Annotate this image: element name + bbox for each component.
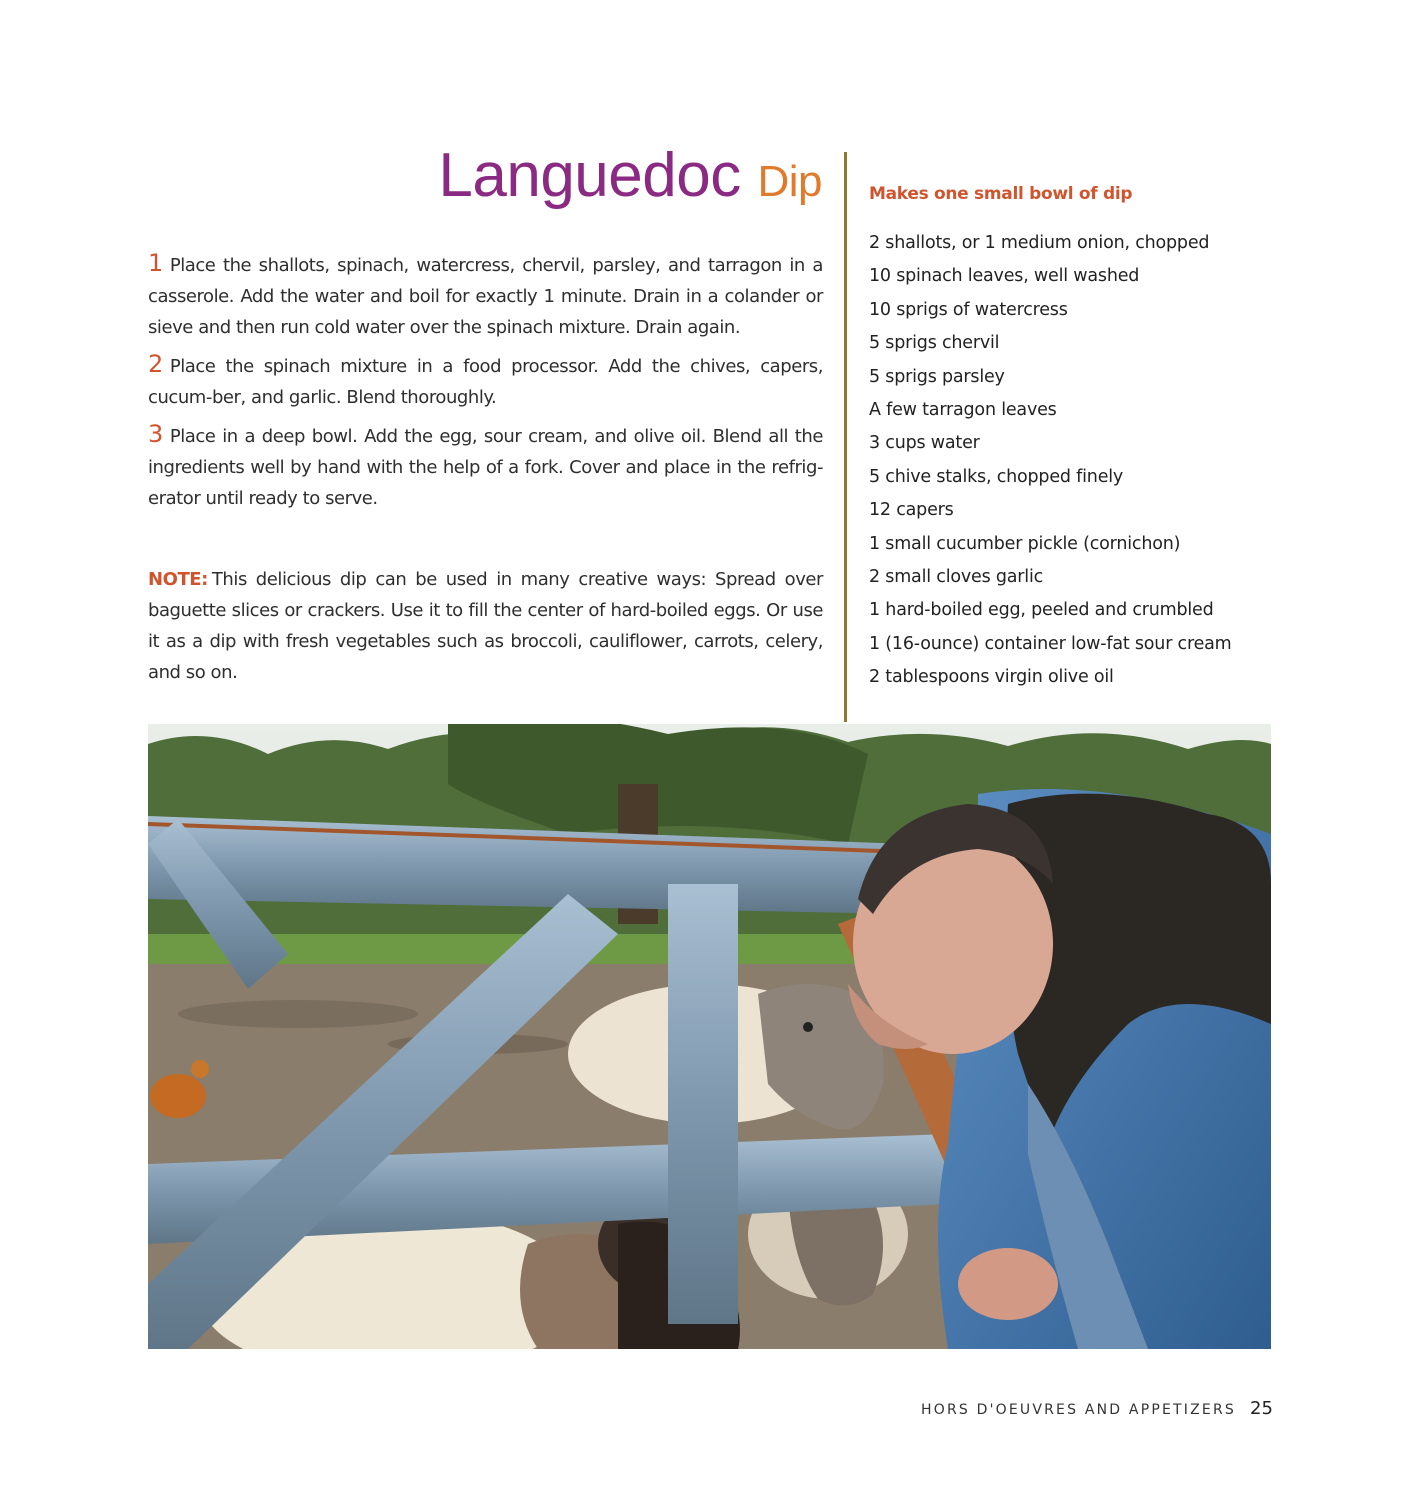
ingredient-item: 5 sprigs chervil bbox=[869, 333, 1000, 354]
step-number: 3 bbox=[148, 420, 163, 448]
method-steps bbox=[148, 248, 823, 520]
farm-photo bbox=[148, 724, 1271, 1349]
ingredient-item: 5 sprigs parsley bbox=[869, 366, 1005, 387]
recipe-title-main: Languedoc bbox=[438, 141, 741, 210]
ingredient-item: 1 (16-ounce) container low-fat sour cream bbox=[869, 633, 1232, 654]
recipe-yield: Makes one small bowl of dip bbox=[869, 184, 1133, 204]
ingredient-item: 1 small cucumber pickle (cornichon) bbox=[869, 533, 1181, 554]
note-text: This delicious dip can be used in many creative ways: Spread over baguette slices or crackers. Use it to fill the center of hard-boiled eggs. Or use it as a dip with fresh vegetables such as broccoli, cauliflower, carrots, celery, and so on. bbox=[148, 569, 823, 683]
ingredient-item: 10 spinach leaves, well washed bbox=[869, 266, 1140, 287]
ingredient-item: 10 sprigs of watercress bbox=[869, 299, 1068, 320]
column-divider bbox=[844, 152, 847, 722]
ingredient-item: 5 chive stalks, chopped finely bbox=[869, 466, 1124, 487]
ingredient-item: 1 hard-boiled egg, peeled and crumbled bbox=[869, 600, 1214, 621]
step-number: 1 bbox=[148, 249, 163, 277]
note-label: NOTE: bbox=[148, 569, 208, 590]
ingredient-item: 2 small cloves garlic bbox=[869, 567, 1044, 588]
ingredient-item: A few tarragon leaves bbox=[869, 400, 1057, 421]
step-number: 2 bbox=[148, 350, 163, 378]
ingredient-item: 2 tablespoons virgin olive oil bbox=[869, 667, 1114, 688]
ingredient-list bbox=[869, 227, 1232, 695]
step-text: Place the spinach mixture in a food processor. Add the chives, capers, cucum-ber, and garlic. Blend thoroughly. bbox=[148, 356, 823, 408]
recipe-title bbox=[438, 138, 822, 220]
step-text: Place in a deep bowl. Add the egg, sour cream, and olive oil. Blend all the ingredients well by hand with the help of a fork. Cover and place in the refrig-erator until ready to serve. bbox=[148, 426, 823, 509]
ingredient-item: 12 capers bbox=[869, 500, 954, 521]
running-head: HORS D'OEUVRES AND APPETIZERS bbox=[921, 1402, 1236, 1418]
ingredient-item: 3 cups water bbox=[869, 433, 980, 454]
farm-photo-illustration bbox=[148, 724, 1271, 1349]
recipe-title-accent: Dip bbox=[757, 157, 822, 206]
recipe-note bbox=[148, 564, 823, 688]
method-step bbox=[148, 349, 823, 413]
method-step bbox=[148, 419, 823, 514]
method-step bbox=[148, 248, 823, 343]
step-text: Place the shallots, spinach, watercress, chervil, parsley, and tarragon in a casserole. Add the water and boil for exactly 1 minute. Drain in a colander or sieve and then run cold water over the spinach mixture. Drain again. bbox=[148, 255, 823, 338]
ingredient-item: 2 shallots, or 1 medium onion, chopped bbox=[869, 233, 1210, 253]
page-number: 25 bbox=[1250, 1398, 1273, 1419]
